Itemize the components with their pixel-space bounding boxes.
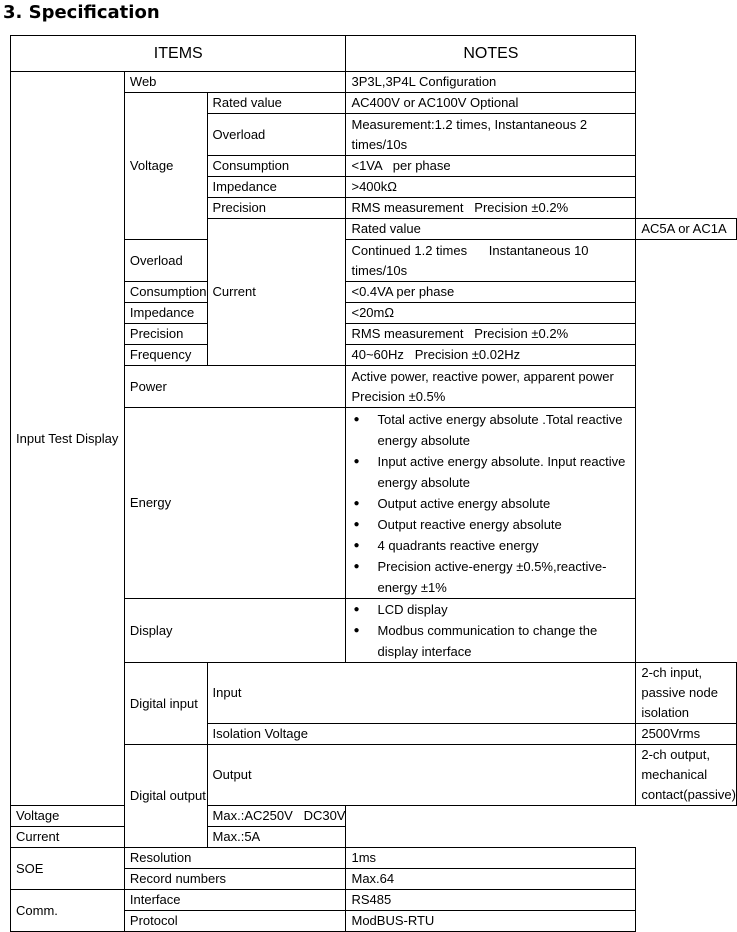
item-note: ModBUS-RTU <box>346 911 636 932</box>
item-note: Measurement:1.2 times, Instantaneous 2 times/10s <box>346 114 636 156</box>
group-label: Digital output <box>124 745 207 848</box>
subitem-label: Consumption <box>124 282 207 303</box>
item-note: 40~60Hz Precision ±0.02Hz <box>346 345 636 366</box>
subitem-label: Precision <box>207 198 346 219</box>
display-notes-list <box>351 599 635 662</box>
group-label: Input Test Display <box>11 72 125 806</box>
item-label: Record numbers <box>124 869 346 890</box>
item-note: <20mΩ <box>346 303 636 324</box>
section-title: 3. Specification <box>3 2 160 23</box>
group-label: SOE <box>11 848 125 890</box>
table-row <box>11 72 737 93</box>
subitem-label: Consumption <box>207 156 346 177</box>
header-items: ITEMS <box>11 36 346 72</box>
item-label: Voltage <box>124 93 207 240</box>
item-note: <1VA per phase <box>346 156 636 177</box>
subitem-label: Overload <box>124 240 207 282</box>
list-item: ● Modbus communication to change the display interface <box>351 620 635 662</box>
item-label: Web <box>124 72 346 93</box>
item-label: Current <box>11 827 208 848</box>
item-label: Resolution <box>124 848 346 869</box>
item-note: Max.64 <box>346 869 636 890</box>
list-item: ● Output active energy absolute <box>351 493 635 514</box>
subitem-label: Rated value <box>207 93 346 114</box>
item-note: <0.4VA per phase <box>346 282 636 303</box>
list-item: ● LCD display <box>351 599 635 620</box>
item-note: 1ms <box>346 848 636 869</box>
item-note: RS485 <box>346 890 636 911</box>
item-note: RMS measurement Precision ±0.2% <box>346 324 636 345</box>
item-label: Energy <box>124 408 346 599</box>
group-label: Digital input <box>124 663 207 745</box>
item-note: 3P3L,3P4L Configuration <box>346 72 636 93</box>
table-header-row <box>11 36 737 72</box>
subitem-label: Precision <box>124 324 207 345</box>
item-note: Max.:AC250V DC30V <box>207 806 346 827</box>
subitem-label: Overload <box>207 114 346 156</box>
subitem-label: Impedance <box>124 303 207 324</box>
item-note: 2-ch output, mechanical contact(passive) <box>636 745 737 806</box>
item-note: Active power, reactive power, apparent power Precision ±0.5% <box>346 366 636 408</box>
item-note: 2-ch input, passive node isolation <box>636 663 737 724</box>
list-item: ● Output reactive energy absolute <box>351 514 635 535</box>
item-label: Output <box>207 745 636 806</box>
item-note: Max.:5A <box>207 827 346 848</box>
item-note: AC5A or AC1A <box>636 219 737 240</box>
table-row <box>11 890 737 911</box>
header-notes: NOTES <box>346 36 636 72</box>
item-label: Voltage <box>11 806 208 827</box>
list-item: ● Precision active-energy ±0.5%,reactive-energy ±1% <box>351 556 635 598</box>
item-note: RMS measurement Precision ±0.2% <box>346 198 636 219</box>
item-label: Interface <box>124 890 346 911</box>
group-label: Comm. <box>11 890 125 932</box>
item-note: >400kΩ <box>346 177 636 198</box>
item-label: Current <box>207 219 346 366</box>
item-label: Display <box>124 599 346 663</box>
list-item: ● Total active energy absolute .Total reactive energy absolute <box>351 409 635 451</box>
list-item: ● 4 quadrants reactive energy <box>351 535 635 556</box>
table-row <box>11 848 737 869</box>
list-item: ● Input active energy absolute. Input reactive energy absolute <box>351 451 635 493</box>
specification-table <box>10 35 737 932</box>
item-note <box>346 599 636 663</box>
subitem-label: Rated value <box>346 219 636 240</box>
table-row <box>11 806 737 827</box>
subitem-label: Impedance <box>207 177 346 198</box>
energy-notes-list <box>351 409 635 598</box>
item-label: Power <box>124 366 346 408</box>
item-note: Continued 1.2 times Instantaneous 10 times/10s <box>346 240 636 282</box>
table-row <box>11 827 737 848</box>
item-note <box>346 408 636 599</box>
item-label: Input <box>207 663 636 724</box>
item-label: Isolation Voltage <box>207 724 636 745</box>
item-label: Protocol <box>124 911 346 932</box>
item-label: Frequency <box>124 345 346 366</box>
item-note: AC400V or AC100V Optional <box>346 93 636 114</box>
item-note: 2500Vrms <box>636 724 737 745</box>
